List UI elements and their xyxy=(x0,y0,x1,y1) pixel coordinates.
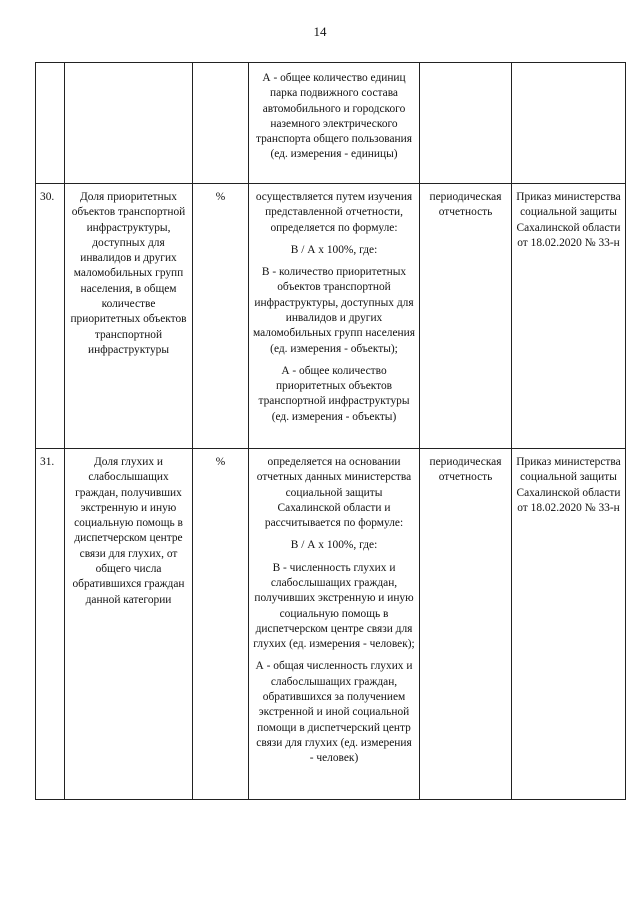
method-paragraph: В - количество приоритетных объектов транспортной инфраструктуры, доступных для инвалидов и других маломобильных групп населения (ед. измерения - объекты); xyxy=(253,266,415,355)
period-cell: периодическая отчетность xyxy=(420,184,512,449)
table-row xyxy=(36,63,626,184)
unit-cell: % xyxy=(193,449,249,800)
method-paragraph: А - общее количество единиц парка подвижного состава автомобильного и городского наземного электрического транспорта общего пользования (ед. измерения - единицы) xyxy=(256,72,412,161)
source-cell: Приказ министерства социальной защиты Сахалинской области от 18.02.2020 № 33-н xyxy=(512,184,626,449)
method-cell xyxy=(249,184,420,449)
row-number-cell xyxy=(36,63,65,184)
method-paragraph: А - общая численность глухих и слабослышащих граждан, обратившихся за получением экстренной и иной социальной помощи в диспетчерский центр связи для глухих (ед. измерения - человек) xyxy=(255,660,413,765)
source-cell: Приказ министерства социальной защиты Сахалинской области от 18.02.2020 № 33-н xyxy=(512,449,626,800)
table-row xyxy=(36,449,626,800)
period-cell: периодическая отчетность xyxy=(420,449,512,800)
method-paragraph: А - общее количество приоритетных объектов транспортной инфраструктуры (ед. измерения - объекты) xyxy=(258,364,410,423)
indicator-name-cell xyxy=(65,63,193,184)
page-number: 14 xyxy=(313,24,327,39)
source-cell xyxy=(512,63,626,184)
indicator-name-cell: Доля приоритетных объектов транспортной инфраструктуры, доступных для инвалидов и других маломобильных групп населения, в общем количестве приоритетных объектов транспортной инфраструктуры xyxy=(65,184,193,449)
row-number-cell: 30. xyxy=(36,184,65,449)
period-cell xyxy=(420,63,512,184)
method-paragraph: определяется на основании отчетных данных министерства социальной защиты Сахалинской области и рассчитывается по формуле: xyxy=(256,456,412,530)
table-row xyxy=(36,184,626,449)
unit-cell: % xyxy=(193,184,249,449)
row-number-cell: 31. xyxy=(36,449,65,800)
method-paragraph: осуществляется путем изучения представленной отчетности, определяется по формуле: xyxy=(255,191,413,234)
indicator-name-cell: Доля глухих и слабослышащих граждан, получивших экстренную и иную социальную помощь в диспетчерском центре связи для глухих, от общего числа обратившихся граждан данной категории xyxy=(65,449,193,800)
method-cell xyxy=(249,63,420,184)
method-cell xyxy=(249,449,420,800)
unit-cell xyxy=(193,63,249,184)
method-paragraph: В - численность глухих и слабослышащих граждан, получивших экстренную и иную социальную помощь в диспетчерском центре связи для глухих (ед. измерения - человек); xyxy=(253,561,415,651)
formula-paragraph: В / А x 100%, где: xyxy=(290,243,378,256)
indicators-table xyxy=(35,62,626,800)
formula-paragraph: В / А x 100%, где: xyxy=(290,539,378,552)
